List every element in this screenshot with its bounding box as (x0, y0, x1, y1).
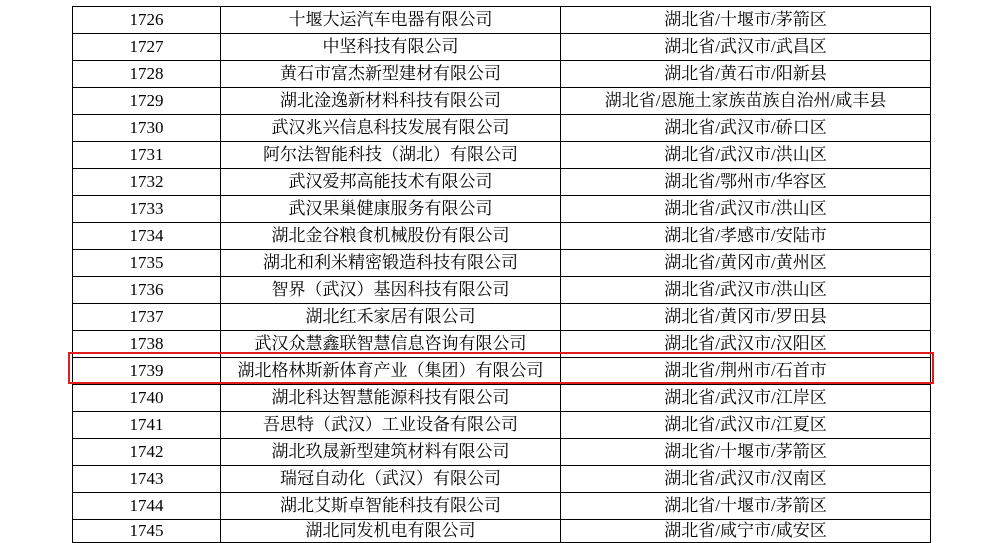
cell-region: 湖北省/十堰市/茅箭区 (561, 439, 931, 466)
table-row[interactable] (73, 331, 931, 358)
cell-number: 1734 (73, 223, 221, 250)
cell-company-name: 瑞冠自动化（武汉）有限公司 (221, 466, 561, 493)
cell-number: 1740 (73, 385, 221, 412)
cell-region: 湖北省/恩施土家族苗族自治州/咸丰县 (561, 88, 931, 115)
cell-region: 湖北省/武汉市/武昌区 (561, 34, 931, 61)
cell-number: 1735 (73, 250, 221, 277)
table-row[interactable] (73, 115, 931, 142)
cell-number: 1736 (73, 277, 221, 304)
table-row[interactable] (73, 493, 931, 520)
table-body (73, 7, 931, 543)
company-list-table-wrapper (72, 6, 930, 543)
table-row[interactable] (73, 142, 931, 169)
cell-number: 1731 (73, 142, 221, 169)
cell-number: 1730 (73, 115, 221, 142)
cell-number: 1744 (73, 493, 221, 520)
cell-region: 湖北省/武汉市/江岸区 (561, 385, 931, 412)
cell-region: 湖北省/鄂州市/华容区 (561, 169, 931, 196)
cell-company-name: 武汉众慧鑫联智慧信息咨询有限公司 (221, 331, 561, 358)
cell-company-name: 湖北格林斯新体育产业（集团）有限公司 (221, 358, 561, 385)
table-row[interactable] (73, 196, 931, 223)
cell-number: 1738 (73, 331, 221, 358)
cell-company-name: 湖北红禾家居有限公司 (221, 304, 561, 331)
table-row[interactable] (73, 277, 931, 304)
cell-region: 湖北省/武汉市/洪山区 (561, 196, 931, 223)
table-row[interactable] (73, 412, 931, 439)
cell-region: 湖北省/武汉市/江夏区 (561, 412, 931, 439)
cell-company-name: 中坚科技有限公司 (221, 34, 561, 61)
table-row[interactable] (73, 250, 931, 277)
cell-company-name: 武汉爱邦高能技术有限公司 (221, 169, 561, 196)
cell-number: 1742 (73, 439, 221, 466)
cell-company-name: 湖北同发机电有限公司 (221, 520, 561, 543)
cell-company-name: 阿尔法智能科技（湖北）有限公司 (221, 142, 561, 169)
company-list-table (72, 6, 931, 543)
table-row[interactable] (73, 520, 931, 543)
table-row[interactable] (73, 358, 931, 385)
cell-number: 1726 (73, 7, 221, 34)
cell-company-name: 武汉兆兴信息科技发展有限公司 (221, 115, 561, 142)
cell-region: 湖北省/武汉市/汉阳区 (561, 331, 931, 358)
cell-number: 1733 (73, 196, 221, 223)
table-row[interactable] (73, 223, 931, 250)
cell-company-name: 武汉果巢健康服务有限公司 (221, 196, 561, 223)
table-row[interactable] (73, 7, 931, 34)
table-row[interactable] (73, 466, 931, 493)
cell-region: 湖北省/武汉市/洪山区 (561, 142, 931, 169)
cell-company-name: 湖北淦逸新材料科技有限公司 (221, 88, 561, 115)
cell-region: 湖北省/黄冈市/罗田县 (561, 304, 931, 331)
cell-region: 湖北省/十堰市/茅箭区 (561, 493, 931, 520)
table-row[interactable] (73, 169, 931, 196)
table-row[interactable] (73, 88, 931, 115)
cell-number: 1741 (73, 412, 221, 439)
cell-company-name: 湖北科达智慧能源科技有限公司 (221, 385, 561, 412)
cell-region: 湖北省/十堰市/茅箭区 (561, 7, 931, 34)
cell-company-name: 湖北艾斯卓智能科技有限公司 (221, 493, 561, 520)
cell-number: 1739 (73, 358, 221, 385)
cell-region: 湖北省/武汉市/硚口区 (561, 115, 931, 142)
cell-region: 湖北省/荆州市/石首市 (561, 358, 931, 385)
table-row[interactable] (73, 304, 931, 331)
table-row[interactable] (73, 34, 931, 61)
cell-company-name: 湖北金谷粮食机械股份有限公司 (221, 223, 561, 250)
cell-region: 湖北省/咸宁市/咸安区 (561, 520, 931, 543)
cell-region: 湖北省/黄冈市/黄州区 (561, 250, 931, 277)
table-row-highlighted[interactable] (73, 385, 931, 412)
cell-region: 湖北省/黄石市/阳新县 (561, 61, 931, 88)
cell-region: 湖北省/武汉市/洪山区 (561, 277, 931, 304)
cell-company-name: 黄石市富杰新型建材有限公司 (221, 61, 561, 88)
table-row[interactable] (73, 439, 931, 466)
cell-company-name: 湖北和利米精密锻造科技有限公司 (221, 250, 561, 277)
cell-region: 湖北省/孝感市/安陆市 (561, 223, 931, 250)
cell-number: 1728 (73, 61, 221, 88)
cell-number: 1732 (73, 169, 221, 196)
cell-number: 1729 (73, 88, 221, 115)
cell-region: 湖北省/武汉市/汉南区 (561, 466, 931, 493)
cell-number: 1737 (73, 304, 221, 331)
cell-company-name: 十堰大运汽车电器有限公司 (221, 7, 561, 34)
cell-company-name: 吾思特（武汉）工业设备有限公司 (221, 412, 561, 439)
cell-number: 1727 (73, 34, 221, 61)
cell-number: 1745 (73, 520, 221, 543)
table-row[interactable] (73, 61, 931, 88)
cell-company-name: 湖北玖晟新型建筑材料有限公司 (221, 439, 561, 466)
cell-company-name: 智界（武汉）基因科技有限公司 (221, 277, 561, 304)
cell-number: 1743 (73, 466, 221, 493)
